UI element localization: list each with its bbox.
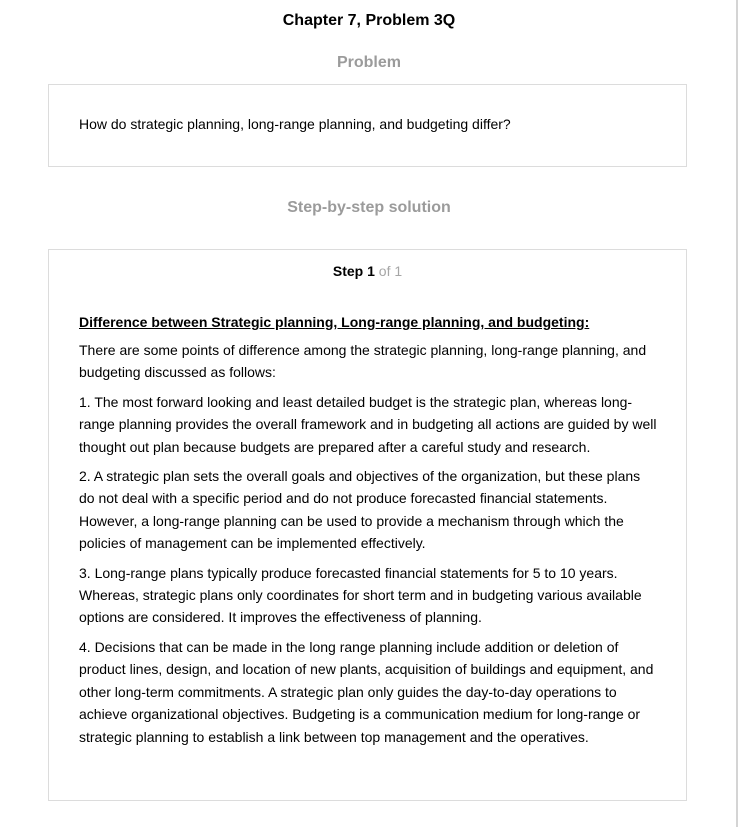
solution-title: Difference between Strategic planning, Long-range planning, and budgeting: xyxy=(79,314,590,330)
step-number: 1 xyxy=(367,263,375,279)
problem-heading: Problem xyxy=(336,54,401,71)
solution-paragraph-2: 2. A strategic plan sets the overall goals and objectives of the organization, but these plans do not deal with a specific period and do not produce forecasted financial statements. However, a long-range planning can be used to provide a mechanism through which the policies of management can be implemented effectively. xyxy=(79,468,641,552)
problem-box xyxy=(48,84,687,167)
solution-paragraph-1: 1. The most forward looking and least detailed budget is the strategic plan, whereas long-range planning provides the overall framework and in budgeting all actions are guided by well thought out plan because budgets are prepared after a careful study and research. xyxy=(79,393,657,455)
solution-body xyxy=(79,311,659,755)
step-word: Step xyxy=(332,263,364,279)
solution-paragraph-4: 4. Decisions that can be made in the long range planning include addition or deletion of product lines, design, and location of new plants, acquisition of buildings and equipment, and other long-term commitments. A strategic plan only guides the day-to-day operations to achieve organizational objectives. Budgeting is a communication medium for long-range or strategic planning to establish a link between top management and the operatives. xyxy=(79,638,654,745)
step-indicator xyxy=(49,262,686,280)
solution-paragraph-3: 3. Long-range plans typically produce forecasted financial statements for 5 to 10 years. Whereas, strategic plans only coordinates for short term and in budgeting various available options are considered. It improves the effectiveness of planning. xyxy=(79,564,642,626)
solution-paragraph-intro: There are some points of difference among the strategic planning, long-range planning, and budgeting discussed as follows: xyxy=(79,342,647,381)
problem-question: How do strategic planning, long-range planning, and budgeting differ? xyxy=(79,116,511,132)
solution-box xyxy=(48,249,687,801)
solution-heading: Step-by-step solution xyxy=(287,199,451,216)
page-title: Chapter 7, Problem 3Q xyxy=(282,12,456,29)
step-total: of 1 xyxy=(378,263,403,279)
